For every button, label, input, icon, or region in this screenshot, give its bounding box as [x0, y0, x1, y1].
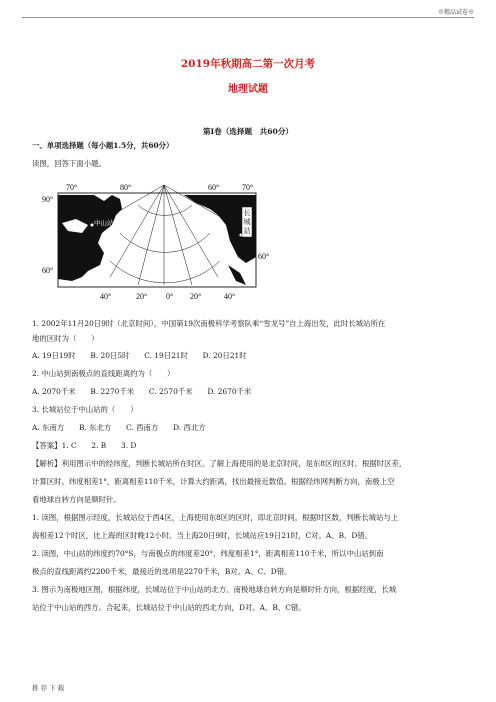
question-2-options: A. 2070千米 B. 2270千米 C. 2570千米 D. 2670千米 [32, 387, 252, 396]
analysis-line-2: 计算区时。纬度相差1°，距离相差110千米，计算大约距离，找出最接近数值。根据经纬网判断方向，南极上空 [32, 477, 395, 486]
analysis-q2-line-2: 极点的直线距离约2200千米，最接近的选项是2270千米，B对。A、C、D错。 [32, 567, 292, 576]
label-60-left: 60° [42, 266, 54, 275]
header-divider [22, 17, 474, 18]
label-20w-bottom: 20° [190, 292, 202, 301]
analysis-q3-line-1: 3. 图示为南极地区图，根据纬度，长城站位于中山站的北方。南极地球自转方向是顺时针方向，根据经度，长城 [32, 585, 397, 594]
part1-heading: 一、单项选择题（每小题1.5分，共60分） [32, 141, 174, 150]
question-1-options: A. 19日19时 B. 20日5时 C. 19日21时 D. 20日21时 [32, 351, 247, 360]
footer-note: 推 荐 下 载 [32, 684, 65, 692]
antarctica-map [42, 181, 272, 305]
analysis-q3-line-2: 站位于中山站的西方。合起来，长城站位于中山站的西北方向，D对。A、B、C错。 [32, 603, 306, 612]
parallels [110, 205, 220, 283]
label-60-right: 60° [258, 252, 270, 261]
analysis-q1-line-1: 1. 读图，根据图示经度，长城站位于西4区，上海使用东8区的区时，即北京时间。根据时区数，判断长城站与上 [32, 513, 399, 522]
document-title: 2019年秋期高二第一次月考 [180, 58, 316, 70]
question-2-text: 2. 中山站到南极点的直线距离约为（ ） [32, 369, 175, 378]
analysis-q1-line-2: 海相差12个时区，比上海的区时晚12小时。当上海20日9时，长城站应19日21时，C对。A、B、D错。 [32, 531, 373, 540]
label-zhongshan: 中山站 [94, 219, 114, 227]
label-60-top: 60° [208, 183, 220, 192]
label-changcheng-group [242, 207, 252, 237]
question-1-line-1: 1. 2002年11月20日9时（北京时间），中国第19次南极科学考察队乘“雪龙号”自上海出发，此时长城站所在 [32, 319, 386, 328]
section-title: 第Ⅰ卷（选择题 共60分） [202, 127, 294, 136]
label-40w-bottom: 40° [224, 292, 236, 301]
document-subtitle: 地理试题 [228, 84, 268, 95]
question-3-options: A. 东南方 B. 东北方 C. 西南方 D. 西北方 [32, 423, 206, 432]
answer-line: 【答案】1. C 2. B 3. D [32, 441, 137, 450]
analysis-line-1: 【解析】利用图示中的经纬度，判断长城站所在时区。了解上海使用的是北京时间，是东8区的区时。根据时区差， [32, 459, 407, 468]
label-0-bottom: 0° [166, 292, 174, 301]
label-changcheng-2: 城 [243, 218, 251, 226]
analysis-line-3: 看地球自转方向是顺时针。 [32, 495, 121, 504]
question-3-text: 3. 长城站位于中山站的（ ） [32, 405, 138, 414]
label-40-bottom: 40° [100, 292, 112, 301]
label-70-top-right: 70° [242, 183, 254, 192]
intro-text: 读图，回答下面小题。 [32, 159, 106, 168]
island-right [228, 265, 246, 285]
analysis-q2-line-1: 2. 读图，中山站的纬度约70°S，与南极点的纬度差20°，纬度相差1°，距离相差110千米，所以中山站到南 [32, 549, 384, 558]
label-90-left: 90° [42, 195, 54, 204]
land-left [58, 195, 122, 281]
label-changcheng-3: 站 [243, 227, 251, 235]
label-changcheng-1: 长 [243, 209, 251, 217]
label-70-top: 70° [66, 183, 78, 192]
label-80-top: 80° [120, 183, 132, 192]
header-note: ※精品试卷※ [437, 9, 474, 16]
question-1-line-2: 地的区时为（ ） [32, 334, 99, 343]
label-20-bottom: 20° [136, 292, 148, 301]
